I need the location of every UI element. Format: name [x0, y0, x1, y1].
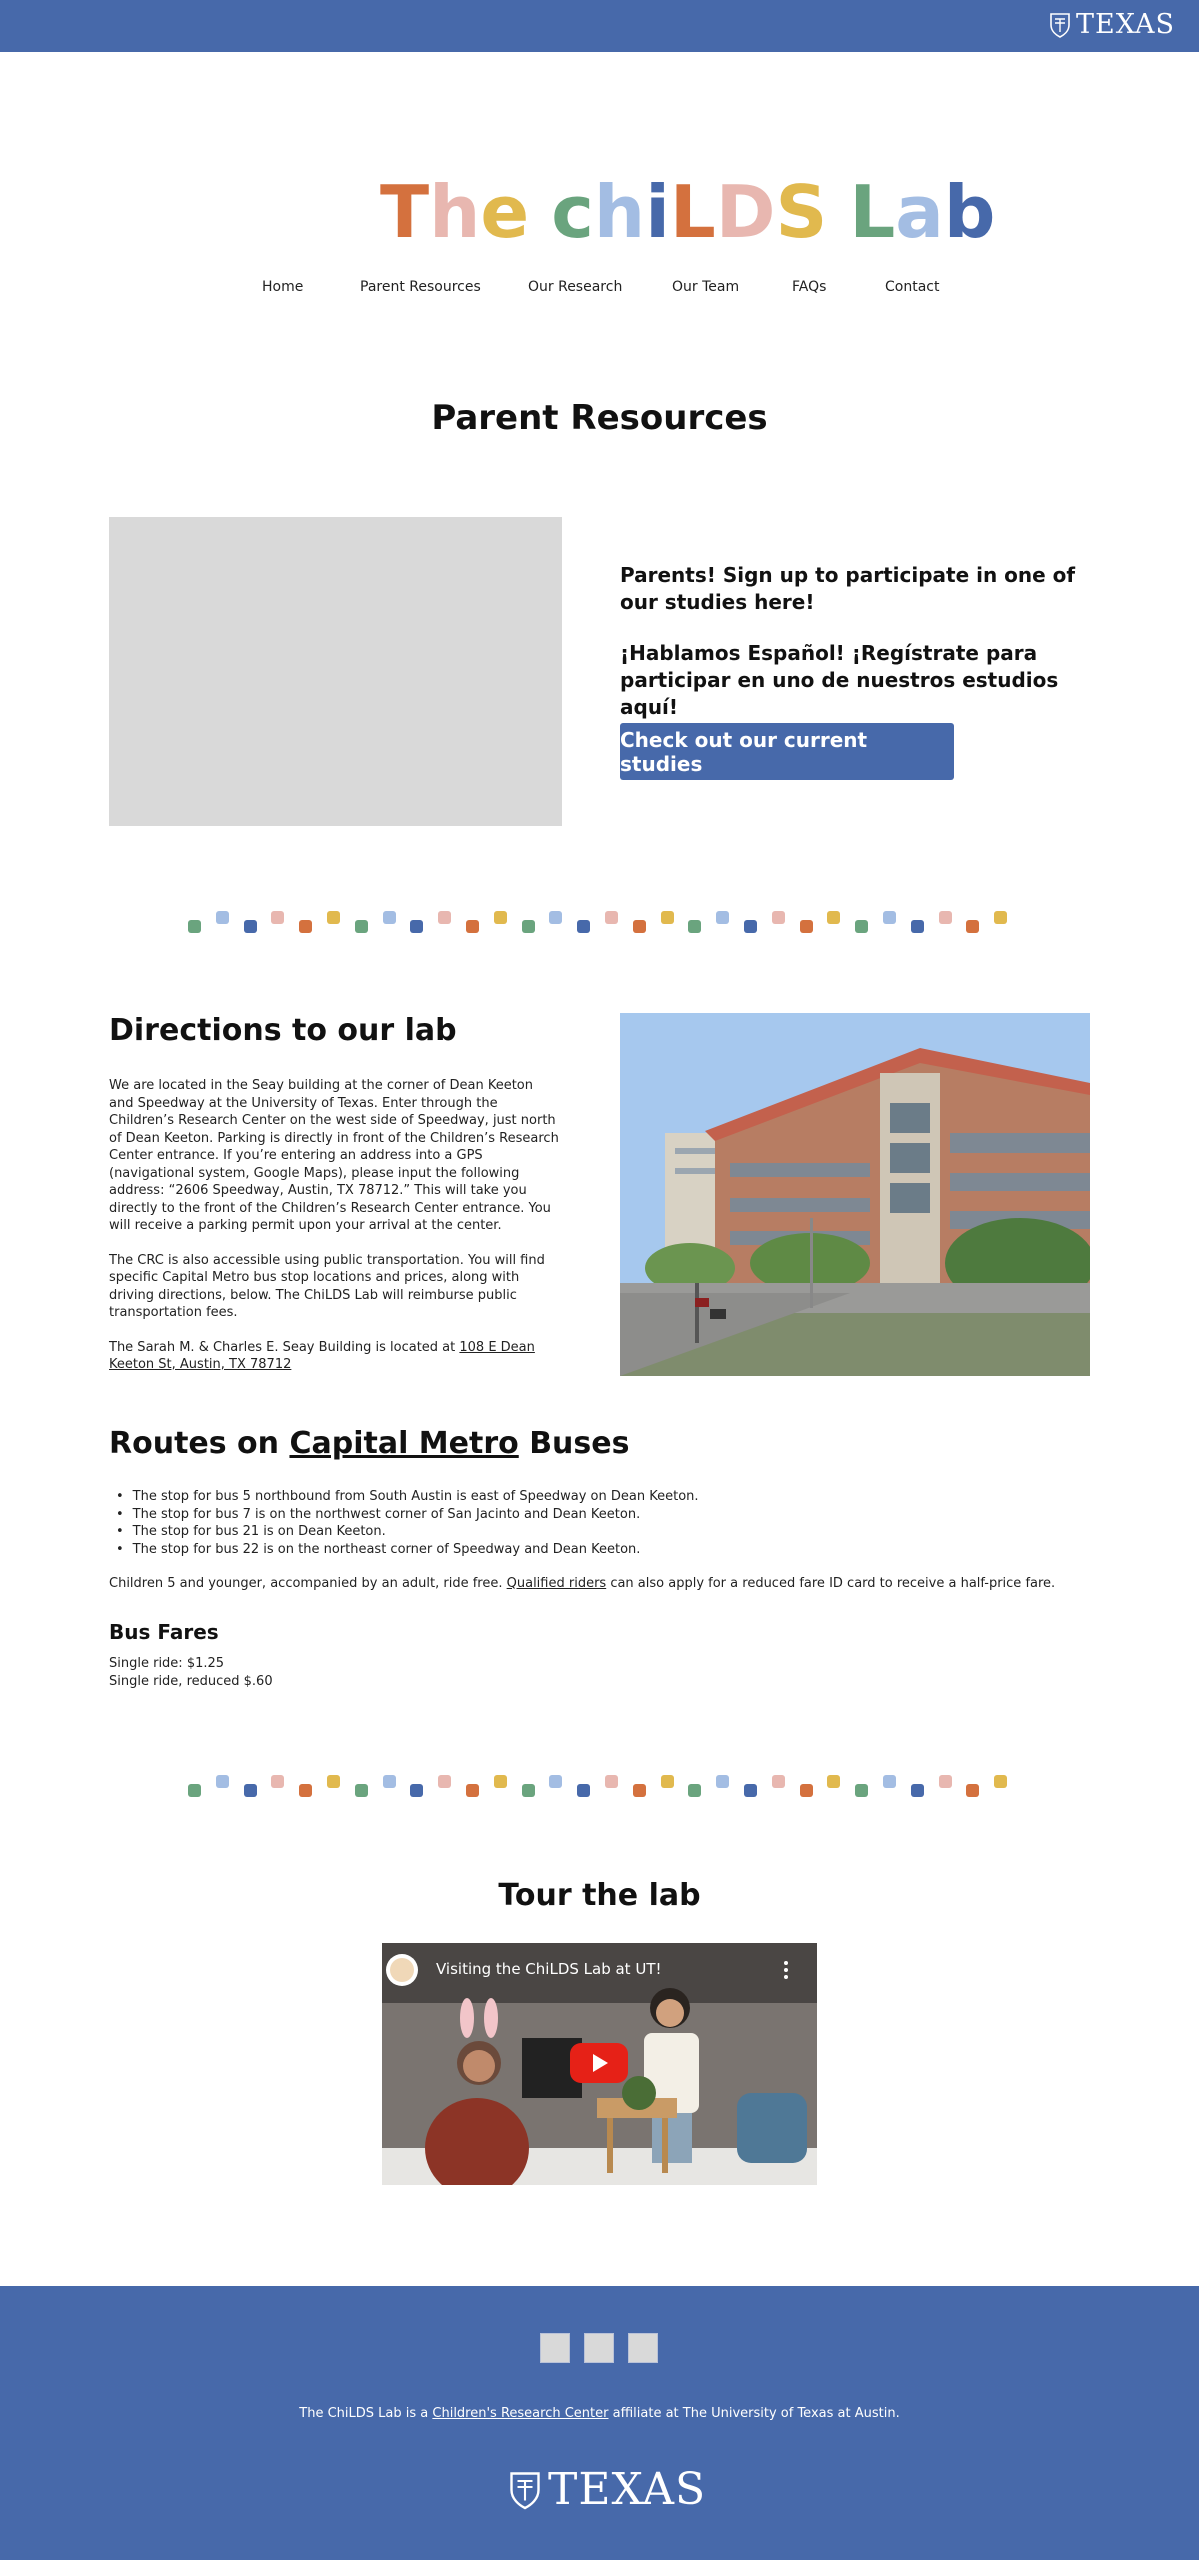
ut-shield-icon: [510, 2470, 540, 2510]
divider-dot: [438, 1775, 451, 1788]
divider-dot: [716, 911, 729, 924]
divider-dot: [800, 1784, 813, 1797]
divider-dot: [327, 911, 340, 924]
ut-brand[interactable]: [1050, 9, 1175, 40]
divider-dot: [244, 1784, 257, 1797]
divider-dot: [188, 920, 201, 933]
free-ride-suffix: can also apply for a reduced fare ID card to receive a half-price fare.: [606, 1576, 1056, 1591]
footer: [0, 2286, 1199, 2560]
logo-letter: D: [715, 170, 776, 254]
logo-letter: b: [943, 170, 996, 254]
routes-title: [109, 1426, 629, 1461]
divider-dot: [994, 911, 1007, 924]
divider-dot: [355, 1784, 368, 1797]
nav-item-our-research[interactable]: Our Research: [528, 279, 623, 295]
divider-dot: [883, 1775, 896, 1788]
logo-letter: [827, 176, 849, 248]
dot-divider: [0, 1772, 1199, 1802]
divider-dot: [966, 920, 979, 933]
ut-brand-text: TEXAS: [1076, 9, 1175, 40]
divider-dot: [410, 920, 423, 933]
reduced-ride-fare: Single ride, reduced $.60: [109, 1673, 273, 1689]
divider-dot: [633, 920, 646, 933]
nav-item-contact[interactable]: Contact: [885, 279, 940, 295]
top-bar: [0, 0, 1199, 52]
ut-shield-icon: [1050, 12, 1070, 38]
social-icon[interactable]: [628, 2333, 658, 2363]
divider-dot: [744, 1784, 757, 1797]
signup-english: Parents! Sign up to participate in one of our studies here!: [620, 563, 1076, 614]
list-item: • The stop for bus 5 northbound from South Austin is east of Speedway on Dean Keeton.: [116, 1488, 699, 1506]
divider-dot: [466, 920, 479, 933]
dot-divider: [0, 908, 1199, 938]
divider-dot: [549, 911, 562, 924]
qualified-riders-link[interactable]: Qualified riders: [506, 1576, 607, 1591]
divider-dot: [522, 920, 535, 933]
logo-letter: h: [429, 170, 481, 254]
divider-dot: [188, 1784, 201, 1797]
divider-dot: [383, 1775, 396, 1788]
divider-dot: [605, 911, 618, 924]
divider-dot: [327, 1775, 340, 1788]
list-item: • The stop for bus 21 is on Dean Keeton.: [116, 1523, 699, 1541]
divider-dot: [410, 1784, 423, 1797]
bus-fares-title: Bus Fares: [109, 1620, 219, 1644]
divider-dot: [911, 1784, 924, 1797]
divider-dot: [661, 911, 674, 924]
address-prefix: The Sarah M. & Charles E. Seay Building is located at: [109, 1339, 460, 1355]
bus-fares: [109, 1655, 273, 1690]
divider-dot: [271, 911, 284, 924]
logo-letter: e: [480, 170, 530, 254]
routes-title-suffix: Buses: [518, 1426, 630, 1461]
divider-dot: [744, 920, 757, 933]
video-title: Visiting the ChiLDS Lab at UT!: [436, 1960, 662, 1978]
image-placeholder: [109, 517, 562, 826]
main-nav: [0, 279, 1199, 301]
seay-building-photo: [620, 1013, 1090, 1376]
ut-brand-footer[interactable]: [510, 2464, 706, 2515]
divider-dot: [633, 1784, 646, 1797]
divider-dot: [466, 1784, 479, 1797]
directions-title: Directions to our lab: [109, 1013, 457, 1048]
logo-letter: h: [593, 170, 646, 254]
divider-dot: [383, 911, 396, 924]
nav-item-our-team[interactable]: Our Team: [672, 279, 740, 295]
signup-text: [620, 562, 1090, 721]
childrens-research-center-link[interactable]: Children's Research Center: [432, 2406, 609, 2421]
play-icon[interactable]: [570, 2043, 628, 2083]
divider-dot: [939, 1775, 952, 1788]
bus-stop-list: [116, 1488, 699, 1558]
divider-dot: [855, 1784, 868, 1797]
divider-dot: [271, 1775, 284, 1788]
footer-text: [0, 2406, 1199, 2421]
address-link[interactable]: 108 E Dean Keeton St, Austin, TX 78712: [109, 1339, 535, 1372]
free-ride-prefix: Children 5 and younger, accompanied by an adult, ride free.: [109, 1576, 507, 1591]
ut-brand-footer-text: TEXAS: [548, 2464, 707, 2515]
divider-dot: [355, 920, 368, 933]
logo-letter: i: [645, 170, 670, 254]
logo-letter: [529, 176, 551, 248]
logo-letter: S: [775, 170, 828, 254]
logo-letter: a: [895, 170, 944, 254]
social-icon[interactable]: [540, 2333, 570, 2363]
directions-text: [109, 1077, 559, 1374]
divider-dot: [216, 911, 229, 924]
divider-dot: [911, 920, 924, 933]
directions-paragraph-3: [109, 1339, 559, 1374]
divider-dot: [883, 911, 896, 924]
divider-dot: [827, 911, 840, 924]
divider-dot: [661, 1775, 674, 1788]
divider-dot: [772, 1775, 785, 1788]
divider-dot: [966, 1784, 979, 1797]
logo-letter: L: [669, 170, 716, 254]
nav-item-parent-resources[interactable]: Parent Resources: [360, 279, 481, 295]
page-title: Parent Resources: [431, 398, 768, 438]
logo-letter: T: [380, 170, 430, 254]
divider-dot: [827, 1775, 840, 1788]
divider-dot: [522, 1784, 535, 1797]
directions-paragraph-2: The CRC is also accessible using public transportation. You will find specific Capital Metro bus stop locations and prices, along with driving directions, below. The ChiLDS Lab will reimburse public transportation fees.: [109, 1252, 545, 1320]
childs-lab-logo[interactable]: [380, 168, 996, 254]
footer-suffix: affiliate at The University of Texas at Austin.: [608, 2406, 900, 2421]
routes-title-prefix: Routes on: [109, 1426, 290, 1461]
free-ride-text: [109, 1576, 1055, 1591]
divider-dot: [244, 920, 257, 933]
divider-dot: [688, 1784, 701, 1797]
divider-dot: [772, 911, 785, 924]
divider-dot: [994, 1775, 1007, 1788]
divider-dot: [577, 920, 590, 933]
single-ride-fare: Single ride: $1.25: [109, 1656, 225, 1671]
social-icon[interactable]: [584, 2333, 614, 2363]
divider-dot: [549, 1775, 562, 1788]
logo-letter: c: [551, 170, 594, 254]
divider-dot: [299, 920, 312, 933]
divider-dot: [438, 911, 451, 924]
capital-metro-link[interactable]: Capital Metro: [289, 1426, 519, 1461]
divider-dot: [855, 920, 868, 933]
nav-item-faqs[interactable]: FAQs: [792, 279, 827, 295]
youtube-video[interactable]: [382, 1943, 817, 2185]
signup-spanish: ¡Hablamos Español! ¡Regístrate para participar en uno de nuestros estudios aquí!: [620, 641, 1059, 719]
divider-dot: [716, 1775, 729, 1788]
logo-letter: L: [849, 170, 896, 254]
current-studies-button[interactable]: Check out our current studies: [620, 723, 954, 780]
divider-dot: [216, 1775, 229, 1788]
list-item: • The stop for bus 7 is on the northwest corner of San Jacinto and Dean Keeton.: [116, 1506, 699, 1524]
divider-dot: [688, 920, 701, 933]
divider-dot: [577, 1784, 590, 1797]
divider-dot: [299, 1784, 312, 1797]
footer-prefix: The ChiLDS Lab is a: [299, 2406, 433, 2421]
nav-item-home[interactable]: Home: [262, 279, 304, 295]
divider-dot: [494, 911, 507, 924]
directions-paragraph-1: We are located in the Seay building at the corner of Dean Keeton and Speedway at the University of Texas. Enter through the Children’s Research Center on the west side of Speedway, just north of Dean Keeton. Parking is directly in front of the Children’s Research Center entrance. If you’re entering an address into a GPS (navigational system, Google Maps), please input the following address: “2606 Speedway, Austin, TX 78712.” This will take you directly to the front of the Children’s Research Center entrance. You will receive a parking permit upon your arrival at the center.: [109, 1078, 559, 1233]
divider-dot: [605, 1775, 618, 1788]
divider-dot: [939, 911, 952, 924]
divider-dot: [494, 1775, 507, 1788]
tour-title: Tour the lab: [498, 1878, 701, 1913]
list-item: • The stop for bus 22 is on the northeast corner of Speedway and Dean Keeton.: [116, 1541, 699, 1559]
divider-dot: [800, 920, 813, 933]
